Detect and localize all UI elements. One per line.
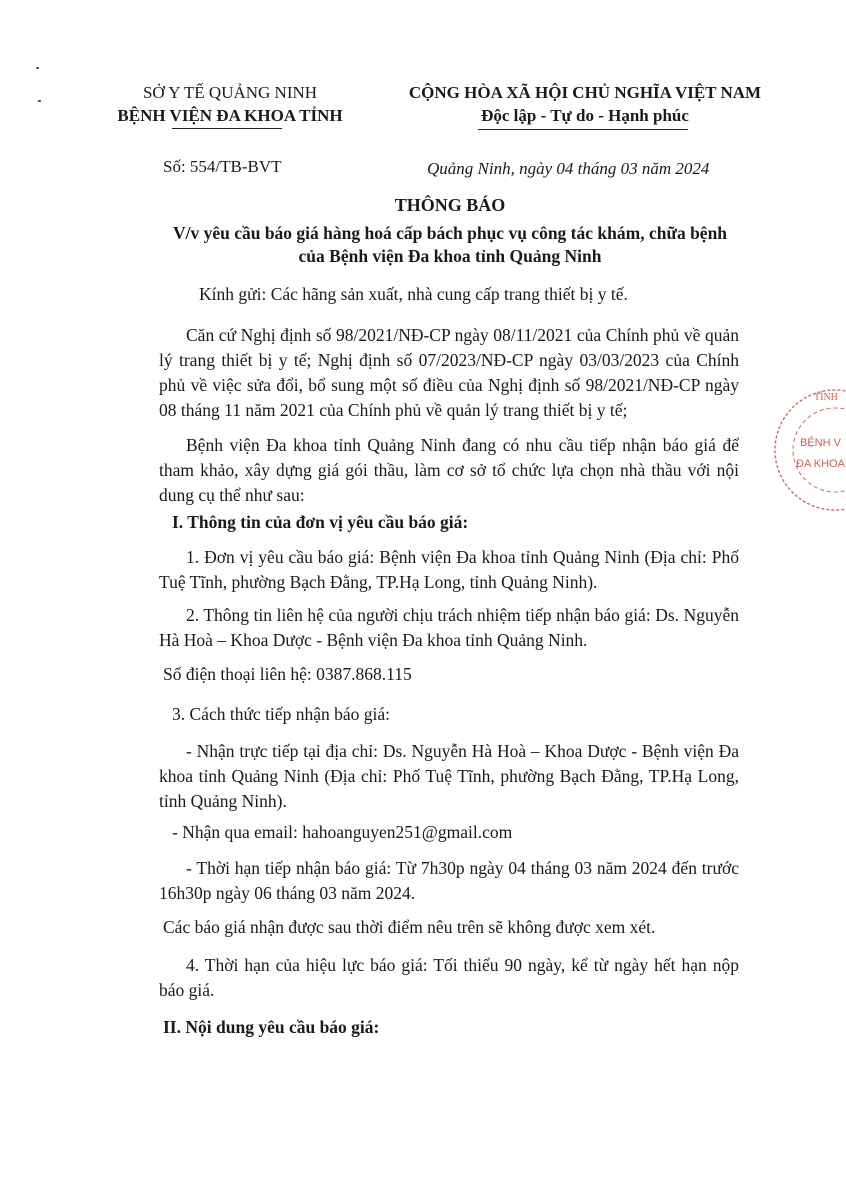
item-3-email: - Nhận qua email: hahoanguyen251@gmail.com [172,822,513,842]
official-stamp [770,385,846,515]
subject-line-2: của Bệnh viện Đa khoa tỉnh Quảng Ninh [298,246,602,266]
need-paragraph: Bệnh viện Đa khoa tỉnh Quảng Ninh đang có nhu cầu tiếp nhận báo giá để tham khảo, xây dựng giá gói thầu, làm cơ sở tổ chức lựa chọn nhà thầu với nội dung cụ thể như sau: [159,435,739,505]
header-left-underline [172,128,282,129]
stamp-text-mid2: ĐA KHOA [796,458,845,470]
stamp-text-mid1: BỆNH V [800,437,841,449]
legal-basis-paragraph: Căn cứ Nghị định số 98/2021/NĐ-CP ngày 08/11/2021 của Chính phủ về quản lý trang thiết bị y tế; Nghị định số 07/2023/NĐ-CP ngày 03/03/2023 của Chính phủ về việc sửa đổi, bổ sung một số điều của Nghị định số 98/2021/NĐ-CP ngày 08 tháng 11 năm 2021 của Chính phủ về quản lý trang thiết bị y tế; [159,325,739,420]
document-number: Số: 554/TB-BVT [163,157,282,176]
stamp-text-top: TỈNH [814,392,838,403]
late-note: Các báo giá nhận được sau thời điểm nêu trên sẽ không được xem xét. [163,917,656,937]
document-title: THÔNG BÁO [394,195,506,215]
national-title: CỘNG HÒA XÃ HỘI CHỦ NGHĨA VIỆT NAM [408,83,762,102]
item-3-direct: - Nhận trực tiếp tại địa chỉ: Ds. Nguyễn Hà Hoà – Khoa Dược - Bệnh viện Đa khoa tỉnh Quảng Ninh (Địa chỉ: Phố Tuệ Tĩnh, phường Bạch Đằng, TP.Hạ Long, tỉnh Quảng Ninh). [159,741,739,811]
section-1-heading: I. Thông tin của đơn vị yêu cầu báo giá: [172,512,469,532]
header-right-underline [478,129,688,130]
national-motto: Độc lập - Tự do - Hạnh phúc [481,106,689,125]
item-4: 4. Thời hạn của hiệu lực báo giá: Tối thiểu 90 ngày, kể từ ngày hết hạn nộp báo giá. [159,955,739,1000]
item-3: 3. Cách thức tiếp nhận báo giá: [172,704,390,724]
item-1: 1. Đơn vị yêu cầu báo giá: Bệnh viện Đa khoa tỉnh Quảng Ninh (Địa chỉ: Phố Tuệ Tĩnh, phường Bạch Đằng, TP.Hạ Long, tỉnh Quảng Ninh). [159,547,739,592]
agency-name: SỞ Y TẾ QUẢNG NINH [142,83,318,102]
contact-phone: Số điện thoại liên hệ: 0387.868.115 [163,664,412,684]
section-2-heading: II. Nội dung yêu cầu báo giá: [163,1017,380,1037]
recipient: Kính gửi: Các hãng sản xuất, nhà cung cấp trang thiết bị y tế. [199,284,628,304]
scan-speck [36,67,39,69]
scan-speck [38,100,41,102]
place-date: Quảng Ninh, ngày 04 tháng 03 năm 2024 [427,159,710,178]
item-3-deadline: - Thời hạn tiếp nhận báo giá: Từ 7h30p ngày 04 tháng 03 năm 2024 đến trước 16h30p ngày 06 tháng 03 năm 2024. [159,858,739,903]
subject-line-1: V/v yêu cầu báo giá hàng hoá cấp bách phục vụ công tác khám, chữa bệnh [172,223,728,243]
hospital-name: BỆNH VIỆN ĐA KHOA TỈNH [117,106,343,125]
item-2: 2. Thông tin liên hệ của người chịu trách nhiệm tiếp nhận báo giá: Ds. Nguyễn Hà Hoà – Khoa Dược - Bệnh viện Đa khoa tỉnh Quảng Ninh. [159,605,739,650]
